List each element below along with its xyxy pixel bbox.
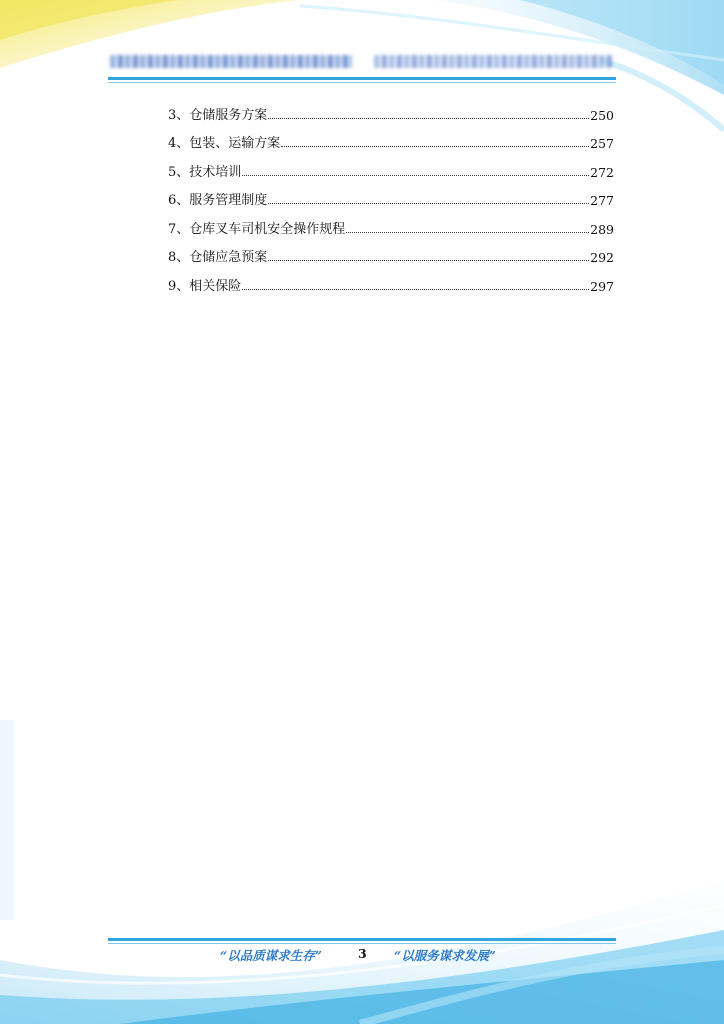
toc-entry[interactable] bbox=[168, 123, 614, 152]
toc-entry-title: 9、相关保险 bbox=[168, 278, 242, 294]
toc-entry-page: 250 bbox=[590, 107, 614, 123]
toc-entry-page: 272 bbox=[590, 164, 614, 180]
toc-dot-leader bbox=[242, 174, 589, 176]
toc-dot-leader bbox=[268, 202, 589, 204]
toc-entry-page: 257 bbox=[590, 136, 614, 151]
toc-entry[interactable] bbox=[168, 151, 614, 180]
toc-dot-leader bbox=[242, 288, 589, 290]
toc-entry-title: 7、仓库叉车司机安全操作规程 bbox=[168, 221, 346, 237]
toc-entry-page: 292 bbox=[590, 250, 614, 265]
toc-entry[interactable] bbox=[168, 180, 614, 209]
toc-entry-title: 5、技术培训 bbox=[168, 164, 242, 180]
header-rule bbox=[108, 77, 616, 83]
toc-entry[interactable] bbox=[168, 208, 614, 237]
footer-slogan-quality: “以品质谋求生存” bbox=[220, 948, 322, 963]
footer-rule bbox=[108, 938, 616, 944]
header-company-name-blurred bbox=[110, 55, 352, 68]
toc-entry-page: 289 bbox=[590, 221, 614, 237]
toc-dot-leader bbox=[281, 145, 589, 147]
toc-entry[interactable] bbox=[168, 265, 614, 294]
page-number: 3 bbox=[358, 946, 367, 961]
toc-entry[interactable] bbox=[168, 94, 614, 123]
toc-dot-leader bbox=[268, 259, 589, 261]
toc-dot-leader bbox=[346, 231, 589, 233]
toc-entry[interactable] bbox=[168, 237, 614, 266]
left-edge-light-band bbox=[0, 720, 14, 920]
footer-slogan-service: “以服务谋求发展” bbox=[394, 948, 496, 963]
toc-entry-page: 277 bbox=[590, 193, 614, 208]
toc-entry-title: 3、仓储服务方案 bbox=[168, 107, 268, 123]
toc-dot-leader bbox=[268, 117, 589, 119]
table-of-contents bbox=[168, 94, 614, 294]
toc-entry-title: 4、包装、运输方案 bbox=[168, 136, 281, 151]
toc-entry-title: 6、服务管理制度 bbox=[168, 193, 268, 208]
header-website-blurred bbox=[374, 55, 612, 68]
toc-entry-page: 297 bbox=[590, 278, 614, 294]
toc-entry-title: 8、仓储应急预案 bbox=[168, 250, 268, 265]
